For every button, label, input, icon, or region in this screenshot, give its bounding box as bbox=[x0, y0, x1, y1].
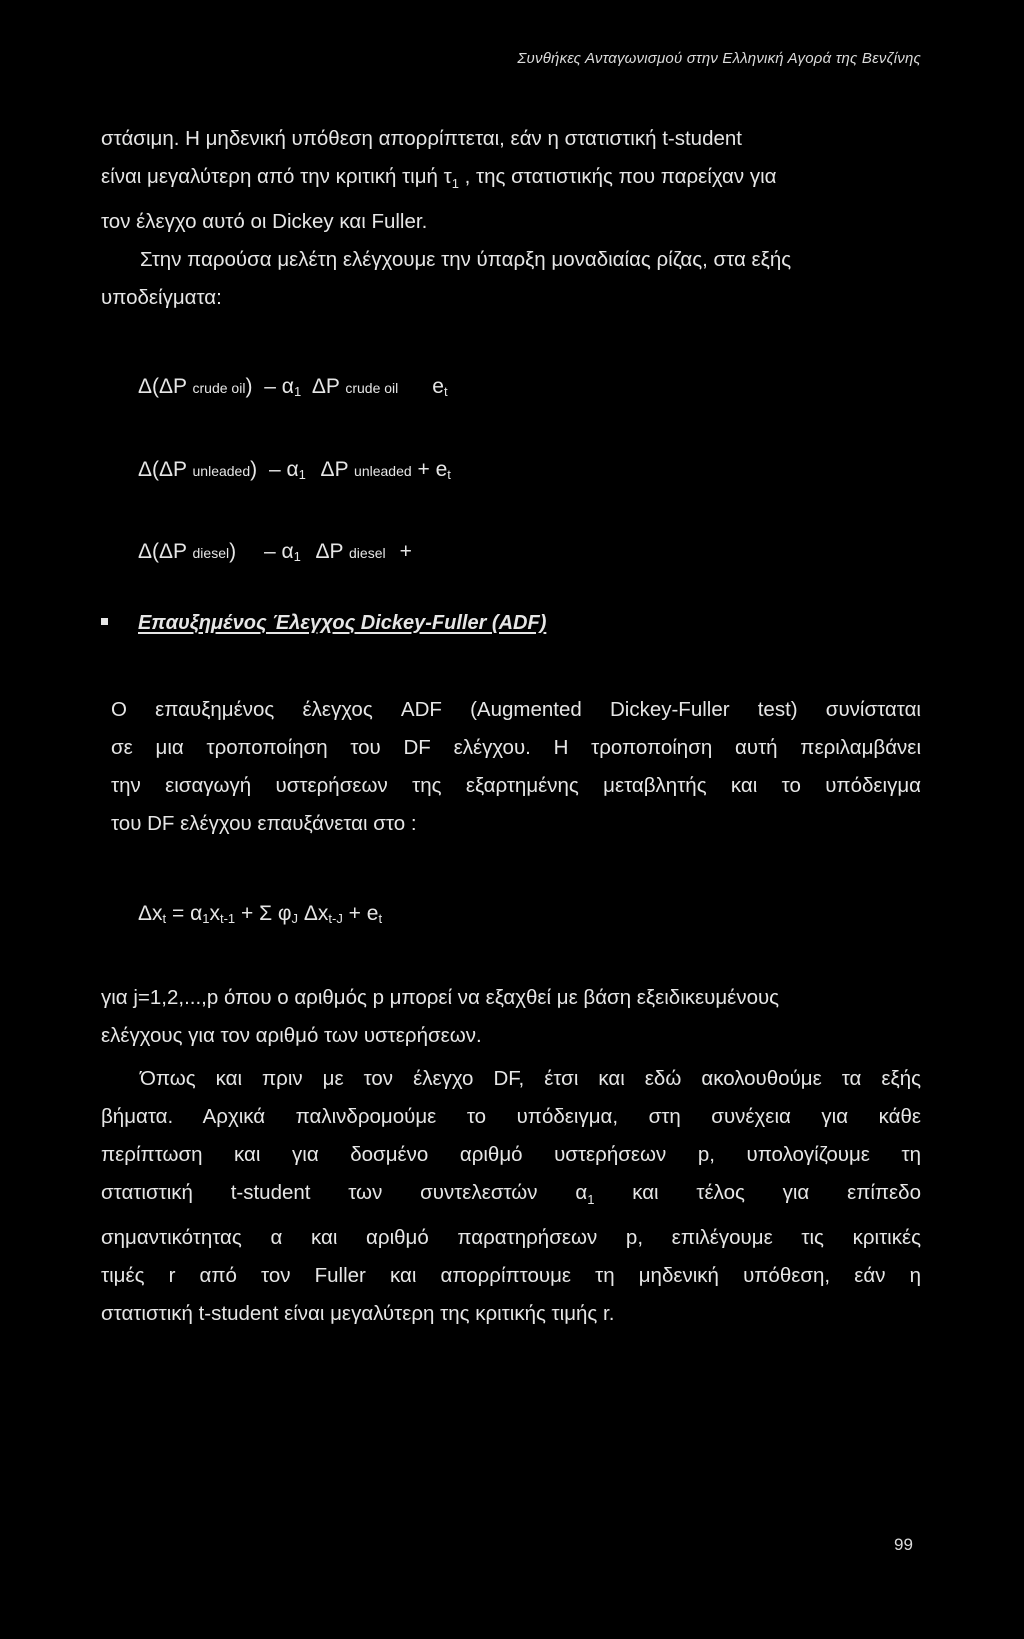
eq-alpha-sub: 1 bbox=[298, 467, 306, 482]
subscript: 1 bbox=[451, 176, 459, 192]
text-line: του DF ελέγχου επαυξάνεται στο : bbox=[111, 812, 417, 835]
section-title: Επαυξημένος Έλεγχος Dickey-Fuller (ADF) bbox=[138, 612, 547, 634]
paragraph-intro bbox=[101, 120, 921, 317]
text-line: σε μια τροποποίηση του DF ελέγχου. Η τροποποίηση αυτή περιλαμβάνει bbox=[111, 736, 921, 759]
eq-alpha-sub: 1 bbox=[293, 549, 301, 564]
eq-alpha-sub: 1 bbox=[293, 384, 302, 399]
eq-error: e bbox=[432, 375, 444, 398]
text-line: υποδείγματα: bbox=[101, 286, 222, 310]
eq-sub: J bbox=[291, 911, 299, 926]
text-segment: , της στατιστικής που παρείχαν για bbox=[458, 165, 777, 188]
paragraph-lags bbox=[101, 979, 921, 1055]
text-segment: και τέλος για επίπεδο bbox=[594, 1181, 921, 1204]
page-number: 99 bbox=[894, 1535, 913, 1554]
eq-dp: ΔP bbox=[307, 375, 346, 398]
eq-term: + e bbox=[342, 902, 379, 925]
eq-sub: t-1 bbox=[219, 911, 236, 926]
equation-unleaded bbox=[138, 458, 451, 482]
equation-diesel bbox=[138, 540, 412, 564]
eq-subscript: diesel bbox=[192, 545, 230, 561]
text-line: για j=1,2,...,p όπου ο αριθμός p μπορεί να εξαχθεί με βάση εξειδικευμένους bbox=[101, 986, 780, 1009]
eq-term: Δx bbox=[138, 902, 163, 925]
text-line: στάσιμη. Η μηδενική υπόθεση απορρίπτεται, εάν η στατιστική t-student bbox=[101, 127, 742, 150]
eq-subscript: unleaded bbox=[354, 463, 412, 479]
text-line: Όπως και πριν με τον έλεγχο DF, έτσι και εδώ ακολουθούμε τα εξής bbox=[140, 1067, 921, 1090]
eq-term: Δx bbox=[298, 902, 329, 925]
eq-term: = α bbox=[166, 902, 203, 925]
eq-open: Δ(ΔP bbox=[138, 458, 193, 481]
paragraph-steps bbox=[101, 1060, 921, 1333]
text-line bbox=[101, 1174, 921, 1219]
subscript: 1 bbox=[587, 1192, 595, 1208]
eq-sub: t bbox=[378, 911, 383, 926]
text-line bbox=[101, 158, 921, 203]
text-segment: είναι μεγαλύτερη από την κριτική τιμή τ bbox=[101, 165, 452, 188]
eq-subscript: crude oil bbox=[192, 380, 246, 396]
section-heading-row bbox=[101, 612, 546, 635]
eq-minus-alpha: – α bbox=[263, 458, 299, 481]
eq-sub: 1 bbox=[202, 911, 210, 926]
text-line: στατιστική t-student είναι μεγαλύτερη της κριτικής τιμής r. bbox=[101, 1302, 615, 1326]
text-line: σημαντικότητας α και αριθμό παρατηρήσεων p, επιλέγουμε τις κριτικές bbox=[101, 1226, 921, 1250]
eq-subscript: unleaded bbox=[192, 463, 251, 479]
eq-sub: t-J bbox=[328, 911, 343, 926]
eq-plus: + bbox=[399, 540, 412, 563]
text-line: περίπτωση και για δοσμένο αριθμό υστερήσεων p, υπολογίζουμε τη bbox=[101, 1143, 921, 1166]
eq-subscript: crude oil bbox=[345, 380, 399, 396]
text-segment: στατιστική t-student των συντελεστών α bbox=[101, 1181, 588, 1204]
eq-dp: ΔP bbox=[310, 540, 350, 563]
text-line: βήματα. Αρχικά παλινδρομούμε το υπόδειγμα, στη συνέχεια για κάθε bbox=[101, 1105, 921, 1128]
text-line: Ο επαυξημένος έλεγχος ADF (Augmented Dickey-Fuller test) συνίσταται bbox=[111, 698, 921, 721]
text-line: ελέγχους για τον αριθμό των υστερήσεων. bbox=[101, 1024, 482, 1047]
equation-crude-oil bbox=[138, 375, 448, 399]
text-line: Στην παρούσα μελέτη ελέγχουμε την ύπαρξη μοναδιαίας ρίζας, στα εξής bbox=[140, 248, 792, 272]
eq-error-sub: t bbox=[447, 467, 451, 482]
running-header: Συνθήκες Ανταγωνισμού στην Ελληνική Αγορά της Βενζίνης bbox=[517, 50, 921, 67]
eq-close: ) bbox=[250, 458, 258, 481]
eq-error-sub: t bbox=[443, 384, 448, 399]
eq-open: Δ(ΔP bbox=[138, 540, 193, 563]
paragraph-adf-description bbox=[111, 691, 921, 843]
text-line: τον έλεγχο αυτό οι Dickey και Fuller. bbox=[101, 210, 428, 234]
eq-term: x bbox=[209, 902, 220, 925]
eq-close: ) bbox=[229, 540, 237, 563]
eq-term: + Σ φ bbox=[235, 902, 292, 925]
text-line: τιμές r από τον Fuller και απορρίπτουμε τη μηδενική υπόθεση, εάν η bbox=[101, 1264, 921, 1288]
eq-close: ) bbox=[245, 375, 253, 398]
square-bullet-icon bbox=[101, 618, 108, 625]
eq-plus-error: + e bbox=[411, 458, 448, 481]
eq-subscript: diesel bbox=[349, 545, 386, 561]
eq-minus-alpha: – α bbox=[258, 375, 294, 398]
eq-minus-alpha: – α bbox=[258, 540, 294, 563]
eq-open: Δ(ΔP bbox=[138, 375, 193, 398]
text-line: την εισαγωγή υστερήσεων της εξαρτημένης μεταβλητής και το υπόδειγμα bbox=[111, 774, 921, 797]
eq-dp: ΔP bbox=[315, 458, 355, 481]
adf-equation bbox=[138, 902, 382, 926]
eq-sub: t bbox=[162, 911, 167, 926]
